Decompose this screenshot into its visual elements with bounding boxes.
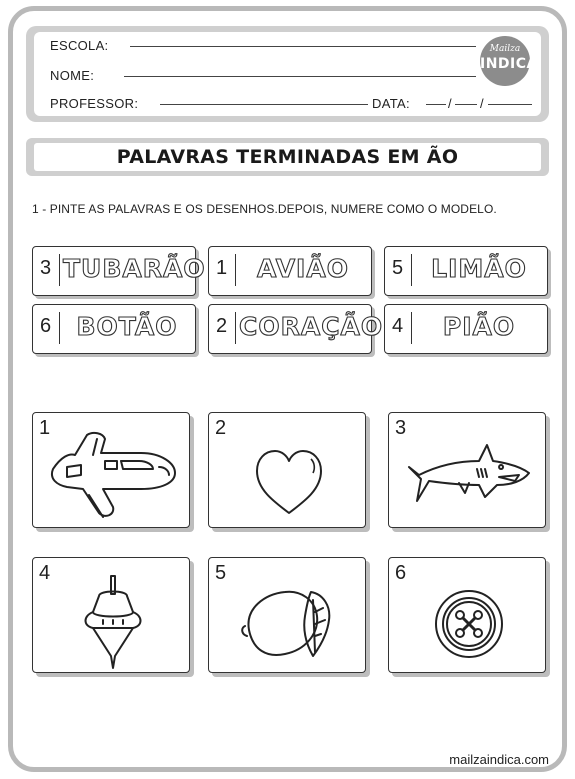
shark-icon: [399, 427, 539, 527]
footer-website[interactable]: mailzaindica.com: [449, 752, 549, 767]
word-outline: LIMÃO: [431, 254, 527, 283]
picture-card[interactable]: [32, 412, 190, 528]
picture-card[interactable]: [208, 412, 366, 528]
word-outline: AVIÃO: [257, 254, 349, 283]
divider: [235, 254, 236, 286]
date-year-field[interactable]: [488, 104, 532, 105]
picture-card[interactable]: [32, 557, 190, 673]
lemon-icon: [219, 572, 359, 672]
picture-number: 2: [215, 417, 227, 439]
picture-number: 3: [395, 417, 407, 439]
word-card[interactable]: [208, 304, 384, 354]
word-number: 6: [40, 315, 52, 337]
picture-number: 6: [395, 562, 407, 584]
date-label: DATA:: [372, 96, 410, 111]
divider: [411, 312, 412, 344]
word-outline: BOTÃO: [76, 312, 178, 341]
date-separator: /: [480, 96, 484, 111]
heart-icon: [219, 427, 359, 527]
word-card[interactable]: [32, 304, 196, 354]
name-label: NOME:: [50, 68, 95, 83]
word-number: 4: [392, 315, 404, 337]
date-month-field[interactable]: [455, 104, 477, 105]
word-card[interactable]: [384, 246, 548, 296]
school-field[interactable]: [130, 46, 476, 47]
title-panel: [26, 138, 549, 176]
word-card[interactable]: [32, 246, 206, 296]
airplane-icon: [43, 427, 183, 527]
page-title: PALAVRAS TERMINADAS EM ÃO: [34, 143, 541, 171]
divider: [411, 254, 412, 286]
picture-number: 1: [39, 417, 51, 439]
school-label: ESCOLA:: [50, 38, 109, 53]
date-separator: /: [448, 96, 452, 111]
divider: [59, 312, 60, 344]
divider: [235, 312, 236, 344]
word-number: 5: [392, 257, 404, 279]
spinning-top-icon: [43, 572, 183, 672]
brand-logo: Mailza INDICA: [480, 36, 530, 86]
picture-number: 5: [215, 562, 227, 584]
picture-card[interactable]: [388, 412, 546, 528]
word-outline: PIÃO: [442, 312, 516, 341]
word-card[interactable]: [384, 304, 548, 354]
word-card[interactable]: [208, 246, 372, 296]
picture-card[interactable]: [388, 557, 546, 673]
instruction-text: 1 - PINTE AS PALAVRAS E OS DESENHOS.DEPOIS, NUMERE COMO O MODELO.: [32, 202, 497, 216]
header-form: [34, 32, 541, 116]
word-number: 2: [216, 315, 228, 337]
header-panel: [26, 26, 549, 122]
button-icon: [399, 572, 539, 672]
word-outline: CORAÇÃO: [239, 312, 384, 341]
word-number: 3: [40, 257, 52, 279]
word-number: 1: [216, 257, 228, 279]
picture-card[interactable]: [208, 557, 366, 673]
teacher-label: PROFESSOR:: [50, 96, 139, 111]
teacher-field[interactable]: [160, 104, 368, 105]
divider: [59, 254, 60, 286]
date-day-field[interactable]: [426, 104, 446, 105]
picture-number: 4: [39, 562, 51, 584]
name-field[interactable]: [124, 76, 476, 77]
word-outline: TUBARÃO: [63, 254, 206, 283]
